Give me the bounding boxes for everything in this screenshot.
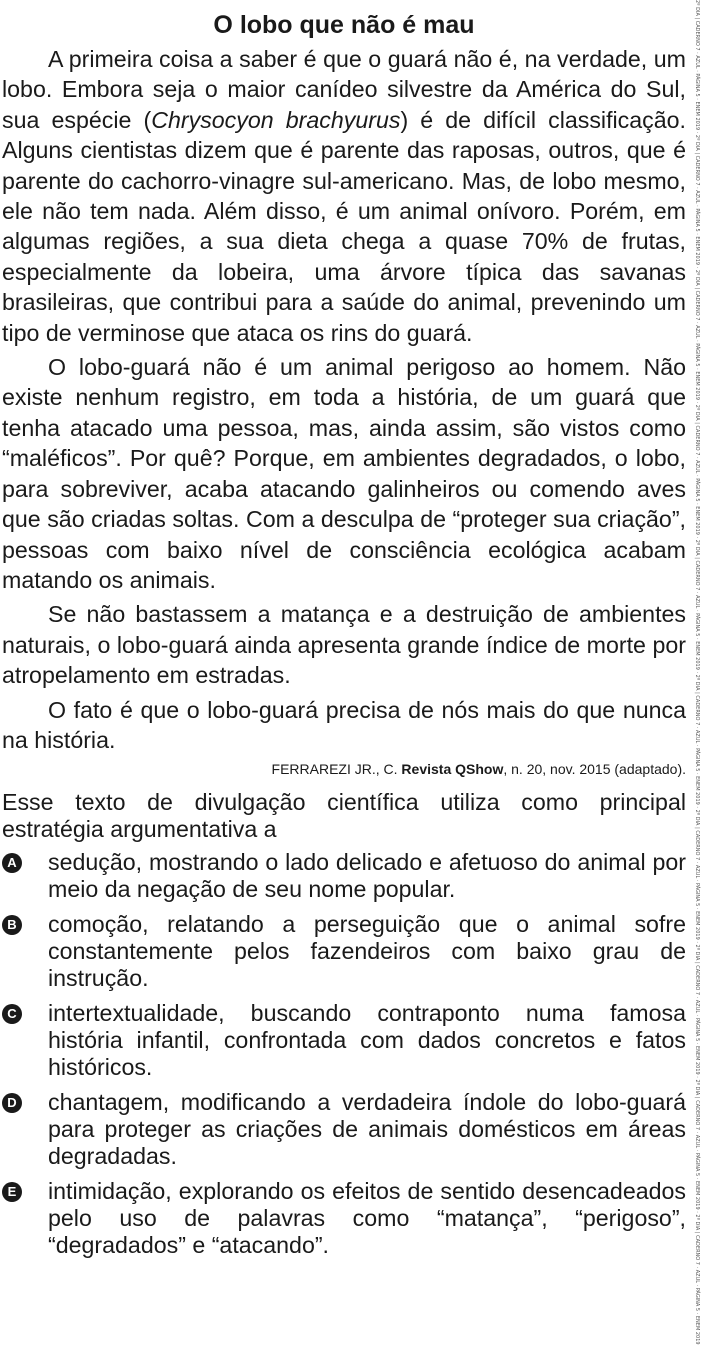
article-paragraph-3: Se não bastassem a matança e a destruição de ambientes naturais, o lobo-guará ainda apresenta grande índice de morte por atropelamento em estradas.: [2, 601, 686, 689]
option-b-text: comoção, relatando a perseguição que o animal sofre constantemente pelos fazendeiros com baixo grau de instrução.: [48, 911, 686, 992]
source-author: FERRAREZI JR., C.: [271, 761, 402, 778]
article-source: [2, 759, 686, 779]
option-b[interactable]: [2, 911, 686, 992]
option-d[interactable]: [2, 1089, 686, 1170]
option-e-letter-badge: E: [2, 1182, 22, 1202]
margin-watermark-text: 2º DIA | CADERNO 7 · AZUL · PÁGINA 5 · ENEM 2019 · 2º DIA | CADERNO 7 · AZUL · PÁGINA 5 · ENEM 2019 · 2º DIA | CADERNO 7 · AZUL · PÁGINA 5 · ENEM 2019 · 2º DIA | CADERNO 7 · AZUL · PÁGINA 5 · ENEM 2019 · 2º DIA | CADERNO 7 · AZUL · PÁGINA 5 · ENEM 2019 · 2º DIA | CADERNO 7 · AZUL · PÁGINA 5 · ENEM 2019 · 2º DIA | CADERNO 7 · AZUL · PÁGINA 5 · ENEM 2019 · 2º DIA | CADERNO 7 · AZUL · PÁGINA 5 · ENEM 2019 · 2º DIA | CADERNO 7 · AZUL · PÁGINA 5 · ENEM 2019 · 2º DIA | CADERNO 7 · AZUL · PÁGINA 5 · ENEM 2019: [694, 0, 700, 1345]
article-paragraph-4: O fato é que o lobo-guará precisa de nós mais do que nunca na história.: [2, 696, 686, 753]
answer-options: [2, 849, 686, 1259]
option-c-text: intertextualidade, buscando contraponto numa famosa história infantil, confrontada com dados concretos e fatos históricos.: [48, 1000, 686, 1081]
article-paragraph-1: [2, 44, 686, 348]
exam-page: [2, 8, 686, 1267]
option-a[interactable]: [2, 849, 686, 903]
option-d-text: chantagem, modificando a verdadeira índole do lobo-guará para proteger as criações de animais domésticos em áreas degradadas.: [48, 1089, 686, 1170]
option-e-text: intimidação, explorando os efeitos de sentido desencadeados pelo uso de palavras como “matança”, “perigoso”, “degradados” e “atacando”.: [48, 1178, 686, 1259]
option-a-text: sedução, mostrando o lado delicado e afetuoso do animal por meio da negação de seu nome popular.: [48, 849, 686, 903]
option-e[interactable]: [2, 1178, 686, 1259]
source-publication: Revista QShow: [401, 761, 504, 778]
option-b-letter-badge: B: [2, 915, 22, 935]
option-c[interactable]: [2, 1000, 686, 1081]
source-details: , n. 20, nov. 2015 (adaptado).: [503, 761, 686, 778]
species-name: Chrysocyon brachyurus: [151, 106, 401, 133]
option-a-letter-badge: A: [2, 853, 22, 873]
option-c-letter-badge: C: [2, 1004, 22, 1024]
option-d-letter-badge: D: [2, 1093, 22, 1113]
margin-watermark-strip: [690, 0, 702, 1346]
article-paragraph-2: O lobo-guará não é um animal perigoso ao homem. Não existe nenhum registro, em toda a história, de um guará que tenha atacado uma pessoa, mas, ainda assim, são vistos como “maléficos”. Por quê? Porque, em ambientes degradados, o lobo, para sobreviver, acaba atacando galinheiros ou comendo aves que são criadas soltas. Com a desculpa de “proteger sua criação”, pessoas com baixo nível de consciência ecológica acabam matando os animais.: [2, 354, 686, 593]
paragraph-1-text-start: A primeira coisa a saber é que o guará não é, na verdade, um lobo. Embora seja o maior canídeo silvestre da América do Sul, sua espécie (: [2, 46, 686, 133]
article-title: O lobo que não é mau: [213, 11, 475, 39]
paragraph-1-text-end: ) é de difícil classificação. Alguns cientistas dizem que é parente das raposas, outros, que é parente do cachorro-vinagre sul-americano. Mas, de lobo mesmo, ele não tem nada. Além disso, é um animal onívoro. Porém, em algumas regiões, a sua dieta chega a quase 70% de frutas, especialmente da lobeira, uma árvore típica das savanas brasileiras, que contribui para a saúde do animal, prevenindo um tipo de verminose que ataca os rins do guará.: [2, 106, 686, 346]
question-stem: Esse texto de divulgação científica utiliza como principal estratégia argumentativa a: [2, 789, 686, 843]
